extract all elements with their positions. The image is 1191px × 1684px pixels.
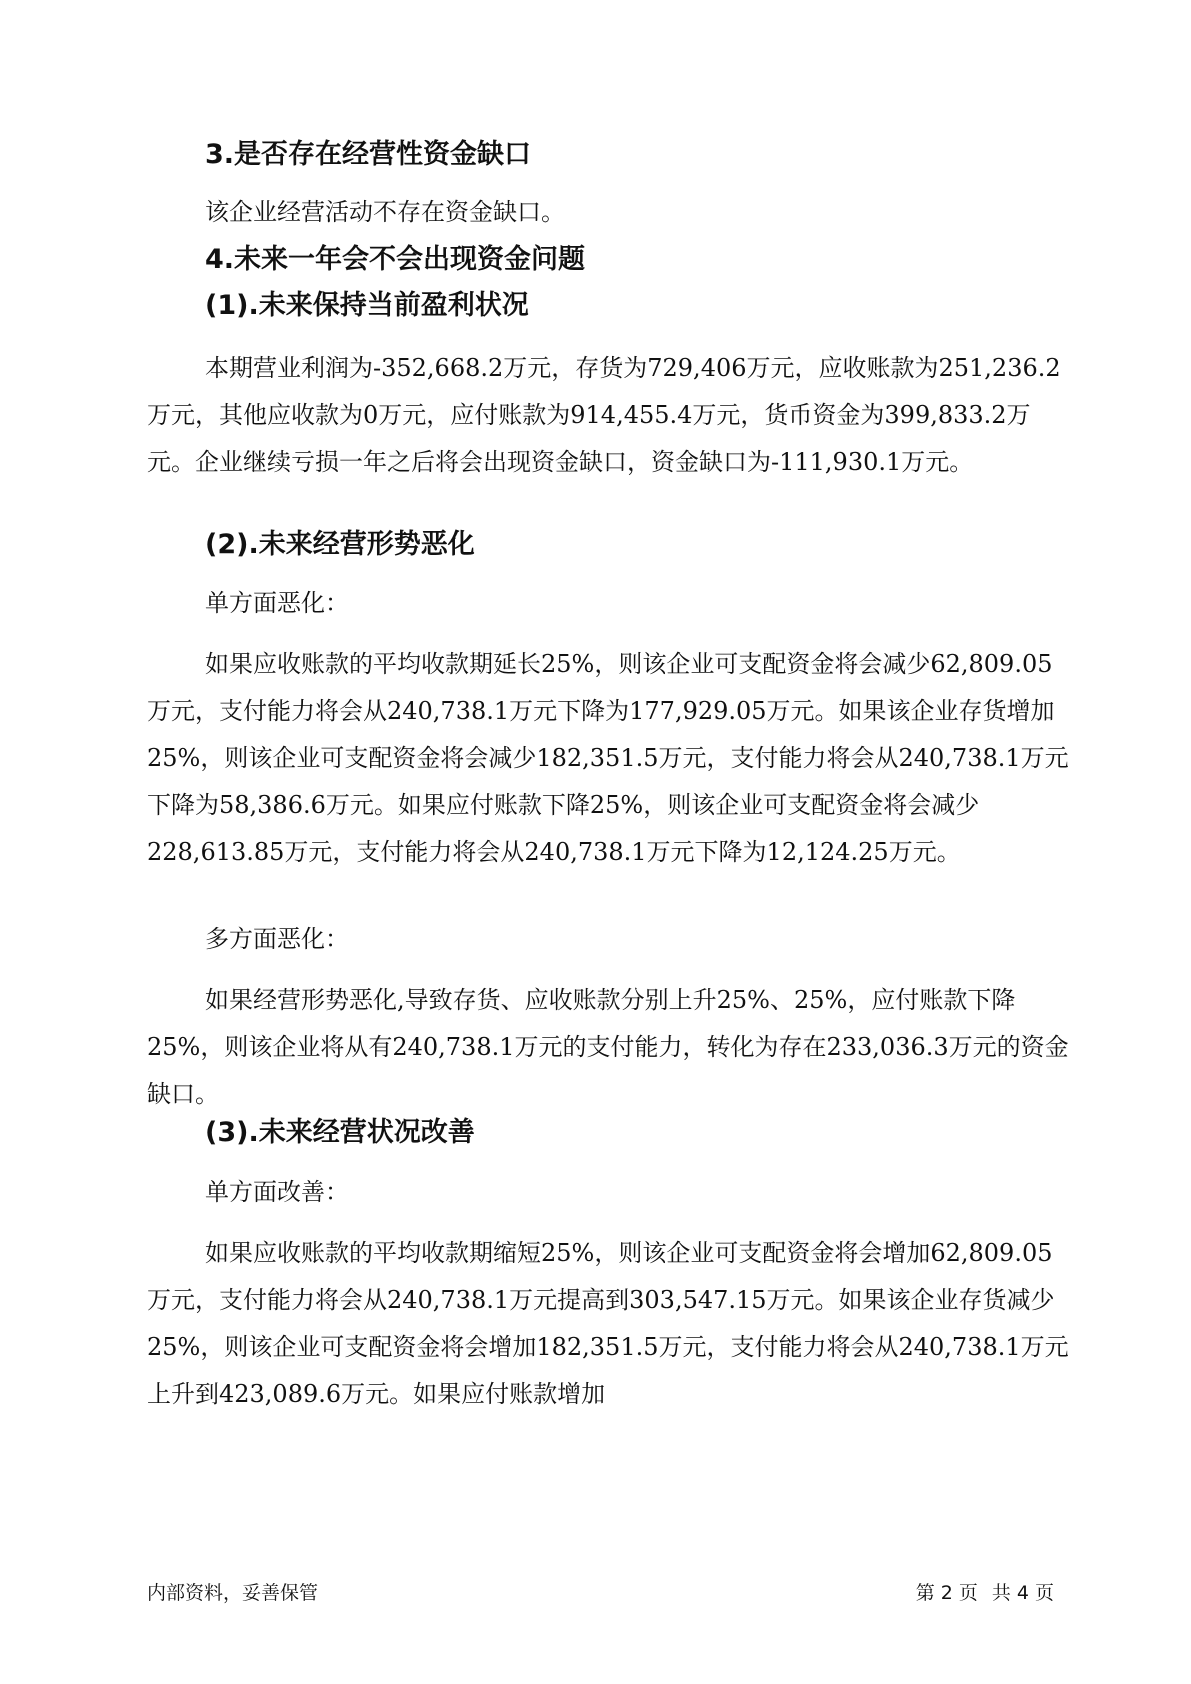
single-deterioration-label: 单方面恶化： bbox=[205, 589, 349, 617]
page-prefix: 第 bbox=[915, 1582, 935, 1604]
section-3-heading: 3.是否存在经营性资金缺口 bbox=[205, 139, 532, 170]
section-3-text: 该企业经营活动不存在资金缺口。 bbox=[205, 198, 565, 226]
multi-deterioration-label: 多方面恶化： bbox=[205, 925, 349, 953]
current-page-number: 2 bbox=[940, 1582, 953, 1604]
total-page-number: 4 bbox=[1016, 1582, 1029, 1604]
single-deterioration-paragraph: 如果应收账款的平均收款期延长25%，则该企业可支配资金将会减少62,809.05万元，支付能力将会从240,738.1万元下降为177,929.05万元。如果该企业存货增加25%，则该企业可支配资金将会减少182,351.5万元，支付能力将会从240,738.1万元下降为58,386.6万元。如果应付账款下降25%，则该企业可支配资金将会减少228,613.85万元，支付能力将会从240,738.1万元下降为12,124.25万元。 bbox=[147, 650, 1069, 866]
subsection-1-paragraph: 本期营业利润为-352,668.2万元，存货为729,406万元，应收账款为251,236.2万元，其他应收款为0万元，应付账款为914,455.4万元，货币资金为399,833.2万元。企业继续亏损一年之后将会出现资金缺口，资金缺口为-111,930.1万元。 bbox=[147, 354, 1061, 476]
footer-confidential-note: 内部资料，妥善保管 bbox=[147, 1582, 319, 1604]
total-unit: 页 bbox=[1034, 1582, 1054, 1604]
multi-deterioration-paragraph: 如果经营形势恶化,导致存货、应收账款分别上升25%、25%，应付账款下降25%，则该企业将从有240,738.1万元的支付能力，转化为存在233,036.3万元的资金缺口。 bbox=[147, 986, 1069, 1108]
section-4-heading: 4.未来一年会不会出现资金问题 bbox=[205, 244, 586, 275]
subsection-2-heading: (2).未来经营形势恶化 bbox=[205, 529, 475, 560]
subsection-3-heading: (3).未来经营状况改善 bbox=[205, 1117, 475, 1148]
footer-page-indicator bbox=[916, 1581, 1054, 1605]
single-improvement-label: 单方面改善： bbox=[205, 1178, 349, 1206]
single-improvement-paragraph: 如果应收账款的平均收款期缩短25%，则该企业可支配资金将会增加62,809.05万元，支付能力将会从240,738.1万元提高到303,547.15万元。如果该企业存货减少25%，则该企业可支配资金将会增加182,351.5万元，支付能力将会从240,738.1万元上升到423,089.6万元。如果应付账款增加 bbox=[147, 1239, 1069, 1408]
total-prefix: 共 bbox=[991, 1582, 1011, 1604]
subsection-1-heading: (1).未来保持当前盈利状况 bbox=[205, 290, 529, 321]
page-unit: 页 bbox=[958, 1582, 978, 1604]
